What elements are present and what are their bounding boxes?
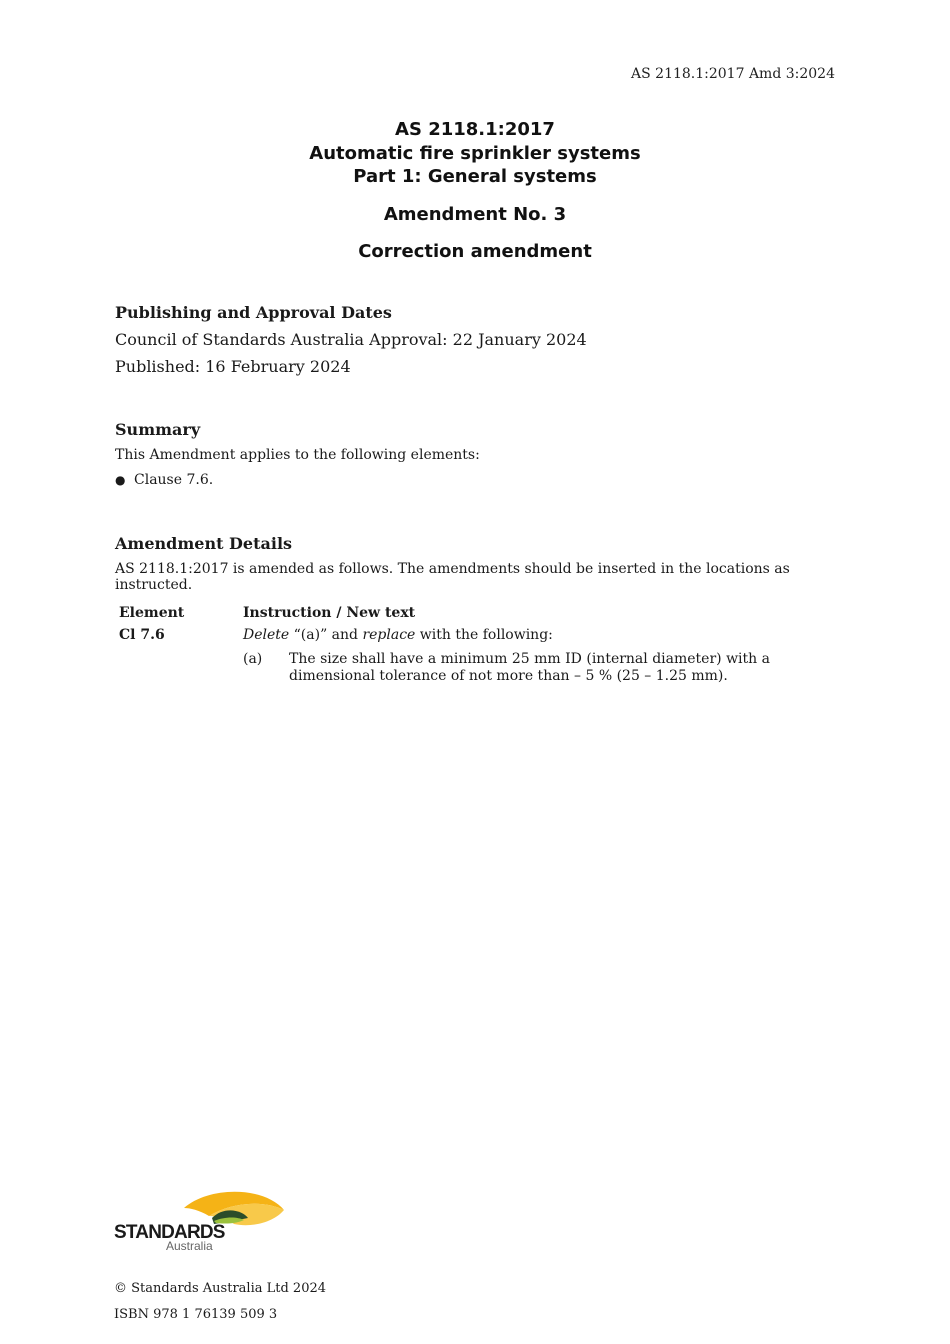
logo-brand-text: STANDARDS xyxy=(114,1222,225,1243)
details-section xyxy=(115,534,835,685)
table-row xyxy=(115,627,835,685)
approval-date: Council of Standards Australia Approval: 22 January 2024 xyxy=(115,330,587,349)
amendment-number: Amendment No. 3 xyxy=(383,203,567,225)
standard-number: AS 2118.1:2017 xyxy=(395,119,555,140)
standard-title: Automatic fire sprinkler systems xyxy=(309,142,641,164)
row-instruction xyxy=(243,627,835,685)
list-item-text: Clause 7.6. xyxy=(134,472,214,488)
standard-part: Part 1: General systems xyxy=(353,166,597,187)
summary-section xyxy=(115,420,835,488)
instruction-end: with the following: xyxy=(415,627,553,643)
title-block xyxy=(0,118,950,262)
details-heading: Amendment Details xyxy=(115,534,293,553)
dates-heading: Publishing and Approval Dates xyxy=(115,303,392,322)
instruction-replace: replace xyxy=(362,627,416,643)
logo-sub-text: Australia xyxy=(166,1239,213,1252)
summary-heading: Summary xyxy=(115,420,201,439)
amendment-table xyxy=(115,605,835,685)
isbn: ISBN 978 1 76139 509 3 xyxy=(114,1307,278,1322)
row-element: Cl 7.6 xyxy=(119,627,165,643)
new-text-item xyxy=(243,651,835,685)
table-header-row xyxy=(115,605,835,627)
document-reference: AS 2118.1:2017 Amd 3:2024 xyxy=(631,66,835,82)
amendment-type: Correction amendment xyxy=(358,240,592,262)
published-date: Published: 16 February 2024 xyxy=(115,357,351,376)
column-header-element: Element xyxy=(119,605,185,621)
copyright: © Standards Australia Ltd 2024 xyxy=(114,1281,327,1296)
instruction-line xyxy=(243,627,835,643)
standards-australia-logo xyxy=(114,1188,286,1252)
instruction-delete: Delete xyxy=(243,627,290,643)
column-header-instruction: Instruction / New text xyxy=(243,605,416,621)
dates-section xyxy=(115,303,835,376)
new-text-label: (a) xyxy=(243,651,263,667)
instruction-mid: “(a)” and xyxy=(289,627,363,643)
summary-intro: This Amendment applies to the following elements: xyxy=(115,447,480,463)
new-text-body: The size shall have a minimum 25 mm ID (internal diameter) with a dimensional tolerance of not more than – 5 % (25 – 1.25 mm). xyxy=(289,651,770,684)
bullet-icon: ● xyxy=(115,473,126,487)
list-item xyxy=(115,472,835,488)
details-intro: AS 2118.1:2017 is amended as follows. The amendments should be inserted in the locations as instructed. xyxy=(115,561,790,593)
